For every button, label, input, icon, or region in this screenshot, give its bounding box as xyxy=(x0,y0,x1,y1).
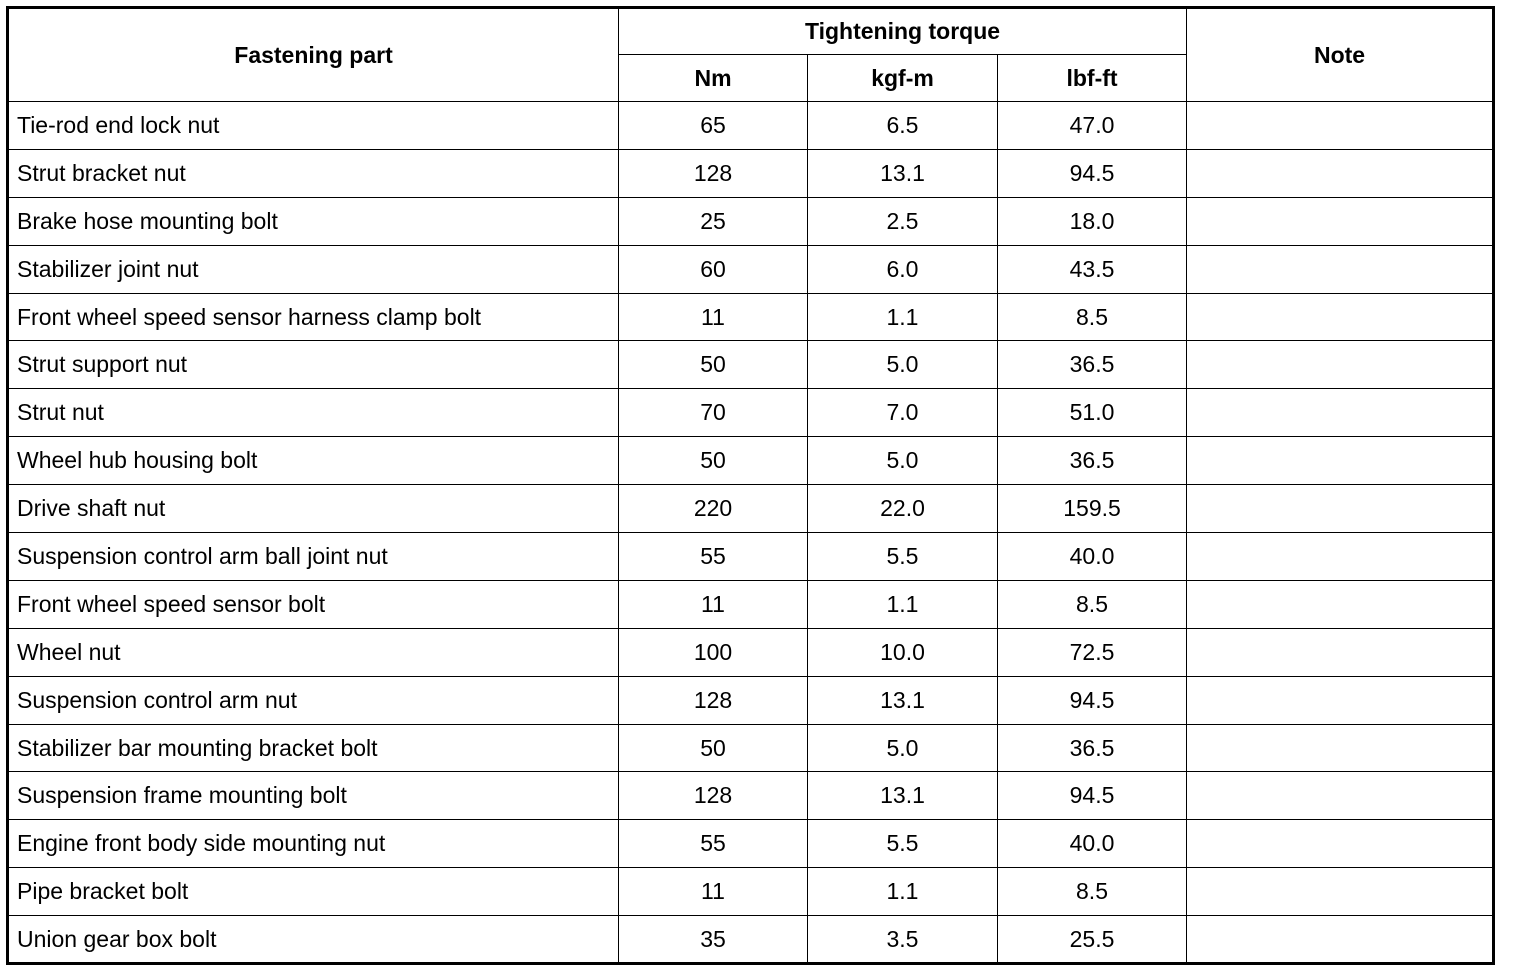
table-row xyxy=(8,580,1494,628)
cell-torque-kgf-m: 5.5 xyxy=(808,820,998,868)
cell-torque-kgf-m: 13.1 xyxy=(808,772,998,820)
cell-torque-kgf-m: 1.1 xyxy=(808,580,998,628)
header-unit-nm: Nm xyxy=(619,55,808,102)
cell-torque-kgf-m: 2.5 xyxy=(808,197,998,245)
cell-torque-lbf-ft: 94.5 xyxy=(998,772,1187,820)
table-row xyxy=(8,389,1494,437)
cell-torque-kgf-m: 5.0 xyxy=(808,437,998,485)
cell-fastening-part: Suspension control arm nut xyxy=(8,676,619,724)
cell-torque-lbf-ft: 51.0 xyxy=(998,389,1187,437)
cell-torque-nm: 50 xyxy=(619,724,808,772)
cell-torque-kgf-m: 3.5 xyxy=(808,916,998,964)
cell-note xyxy=(1187,245,1494,293)
cell-fastening-part: Strut bracket nut xyxy=(8,149,619,197)
cell-fastening-part: Pipe bracket bolt xyxy=(8,868,619,916)
cell-torque-lbf-ft: 36.5 xyxy=(998,724,1187,772)
cell-note xyxy=(1187,724,1494,772)
cell-torque-nm: 55 xyxy=(619,820,808,868)
cell-torque-lbf-ft: 8.5 xyxy=(998,580,1187,628)
cell-torque-nm: 50 xyxy=(619,437,808,485)
table-row xyxy=(8,293,1494,341)
cell-fastening-part: Union gear box bolt xyxy=(8,916,619,964)
cell-fastening-part: Front wheel speed sensor bolt xyxy=(8,580,619,628)
cell-torque-nm: 60 xyxy=(619,245,808,293)
cell-note xyxy=(1187,772,1494,820)
table-row xyxy=(8,916,1494,964)
cell-torque-lbf-ft: 43.5 xyxy=(998,245,1187,293)
cell-fastening-part: Strut support nut xyxy=(8,341,619,389)
cell-torque-lbf-ft: 18.0 xyxy=(998,197,1187,245)
table-row xyxy=(8,485,1494,533)
cell-torque-lbf-ft: 40.0 xyxy=(998,820,1187,868)
cell-note xyxy=(1187,820,1494,868)
cell-note xyxy=(1187,533,1494,581)
cell-torque-kgf-m: 13.1 xyxy=(808,149,998,197)
table-row xyxy=(8,197,1494,245)
cell-torque-kgf-m: 1.1 xyxy=(808,293,998,341)
cell-torque-nm: 50 xyxy=(619,341,808,389)
cell-fastening-part: Brake hose mounting bolt xyxy=(8,197,619,245)
header-row-top xyxy=(8,8,1494,55)
cell-note xyxy=(1187,341,1494,389)
cell-fastening-part: Stabilizer bar mounting bracket bolt xyxy=(8,724,619,772)
cell-torque-lbf-ft: 36.5 xyxy=(998,437,1187,485)
table-row xyxy=(8,868,1494,916)
table-row xyxy=(8,341,1494,389)
cell-torque-kgf-m: 10.0 xyxy=(808,628,998,676)
cell-note xyxy=(1187,197,1494,245)
cell-note xyxy=(1187,389,1494,437)
cell-torque-nm: 128 xyxy=(619,772,808,820)
table-row xyxy=(8,102,1494,150)
cell-torque-nm: 70 xyxy=(619,389,808,437)
table-header xyxy=(8,8,1494,102)
cell-torque-nm: 55 xyxy=(619,533,808,581)
cell-note xyxy=(1187,868,1494,916)
cell-torque-kgf-m: 5.0 xyxy=(808,341,998,389)
cell-torque-nm: 128 xyxy=(619,676,808,724)
table-body xyxy=(8,102,1494,964)
cell-torque-kgf-m: 22.0 xyxy=(808,485,998,533)
cell-torque-kgf-m: 5.0 xyxy=(808,724,998,772)
cell-torque-kgf-m: 6.5 xyxy=(808,102,998,150)
cell-torque-nm: 35 xyxy=(619,916,808,964)
cell-fastening-part: Tie-rod end lock nut xyxy=(8,102,619,150)
cell-fastening-part: Suspension frame mounting bolt xyxy=(8,772,619,820)
cell-torque-nm: 25 xyxy=(619,197,808,245)
cell-torque-lbf-ft: 8.5 xyxy=(998,293,1187,341)
cell-note xyxy=(1187,293,1494,341)
table-row xyxy=(8,533,1494,581)
table-row xyxy=(8,245,1494,293)
table-row xyxy=(8,628,1494,676)
table-row xyxy=(8,437,1494,485)
torque-table xyxy=(6,6,1495,965)
cell-torque-lbf-ft: 40.0 xyxy=(998,533,1187,581)
cell-torque-nm: 220 xyxy=(619,485,808,533)
cell-torque-lbf-ft: 94.5 xyxy=(998,676,1187,724)
cell-torque-kgf-m: 13.1 xyxy=(808,676,998,724)
cell-note xyxy=(1187,916,1494,964)
cell-note xyxy=(1187,580,1494,628)
cell-torque-kgf-m: 5.5 xyxy=(808,533,998,581)
cell-torque-lbf-ft: 47.0 xyxy=(998,102,1187,150)
table-row xyxy=(8,676,1494,724)
table-row xyxy=(8,772,1494,820)
cell-torque-lbf-ft: 94.5 xyxy=(998,149,1187,197)
cell-note xyxy=(1187,102,1494,150)
cell-note xyxy=(1187,676,1494,724)
cell-fastening-part: Engine front body side mounting nut xyxy=(8,820,619,868)
header-tightening-torque: Tightening torque xyxy=(619,8,1187,55)
cell-note xyxy=(1187,485,1494,533)
cell-torque-kgf-m: 6.0 xyxy=(808,245,998,293)
cell-torque-nm: 11 xyxy=(619,580,808,628)
cell-fastening-part: Wheel hub housing bolt xyxy=(8,437,619,485)
cell-fastening-part: Front wheel speed sensor harness clamp bolt xyxy=(8,293,619,341)
cell-torque-lbf-ft: 159.5 xyxy=(998,485,1187,533)
cell-torque-nm: 11 xyxy=(619,293,808,341)
header-unit-lbf-ft: lbf-ft xyxy=(998,55,1187,102)
cell-torque-lbf-ft: 36.5 xyxy=(998,341,1187,389)
cell-torque-nm: 128 xyxy=(619,149,808,197)
cell-torque-nm: 100 xyxy=(619,628,808,676)
cell-fastening-part: Wheel nut xyxy=(8,628,619,676)
cell-fastening-part: Suspension control arm ball joint nut xyxy=(8,533,619,581)
cell-note xyxy=(1187,149,1494,197)
cell-torque-lbf-ft: 72.5 xyxy=(998,628,1187,676)
cell-note xyxy=(1187,628,1494,676)
header-fastening-part: Fastening part xyxy=(8,8,619,102)
table-row xyxy=(8,149,1494,197)
header-unit-kgf-m: kgf-m xyxy=(808,55,998,102)
table-row xyxy=(8,724,1494,772)
table-row xyxy=(8,820,1494,868)
cell-torque-nm: 11 xyxy=(619,868,808,916)
cell-torque-lbf-ft: 8.5 xyxy=(998,868,1187,916)
cell-torque-kgf-m: 7.0 xyxy=(808,389,998,437)
cell-torque-nm: 65 xyxy=(619,102,808,150)
cell-torque-kgf-m: 1.1 xyxy=(808,868,998,916)
cell-fastening-part: Stabilizer joint nut xyxy=(8,245,619,293)
cell-fastening-part: Drive shaft nut xyxy=(8,485,619,533)
cell-note xyxy=(1187,437,1494,485)
cell-torque-lbf-ft: 25.5 xyxy=(998,916,1187,964)
header-note: Note xyxy=(1187,8,1494,102)
cell-fastening-part: Strut nut xyxy=(8,389,619,437)
